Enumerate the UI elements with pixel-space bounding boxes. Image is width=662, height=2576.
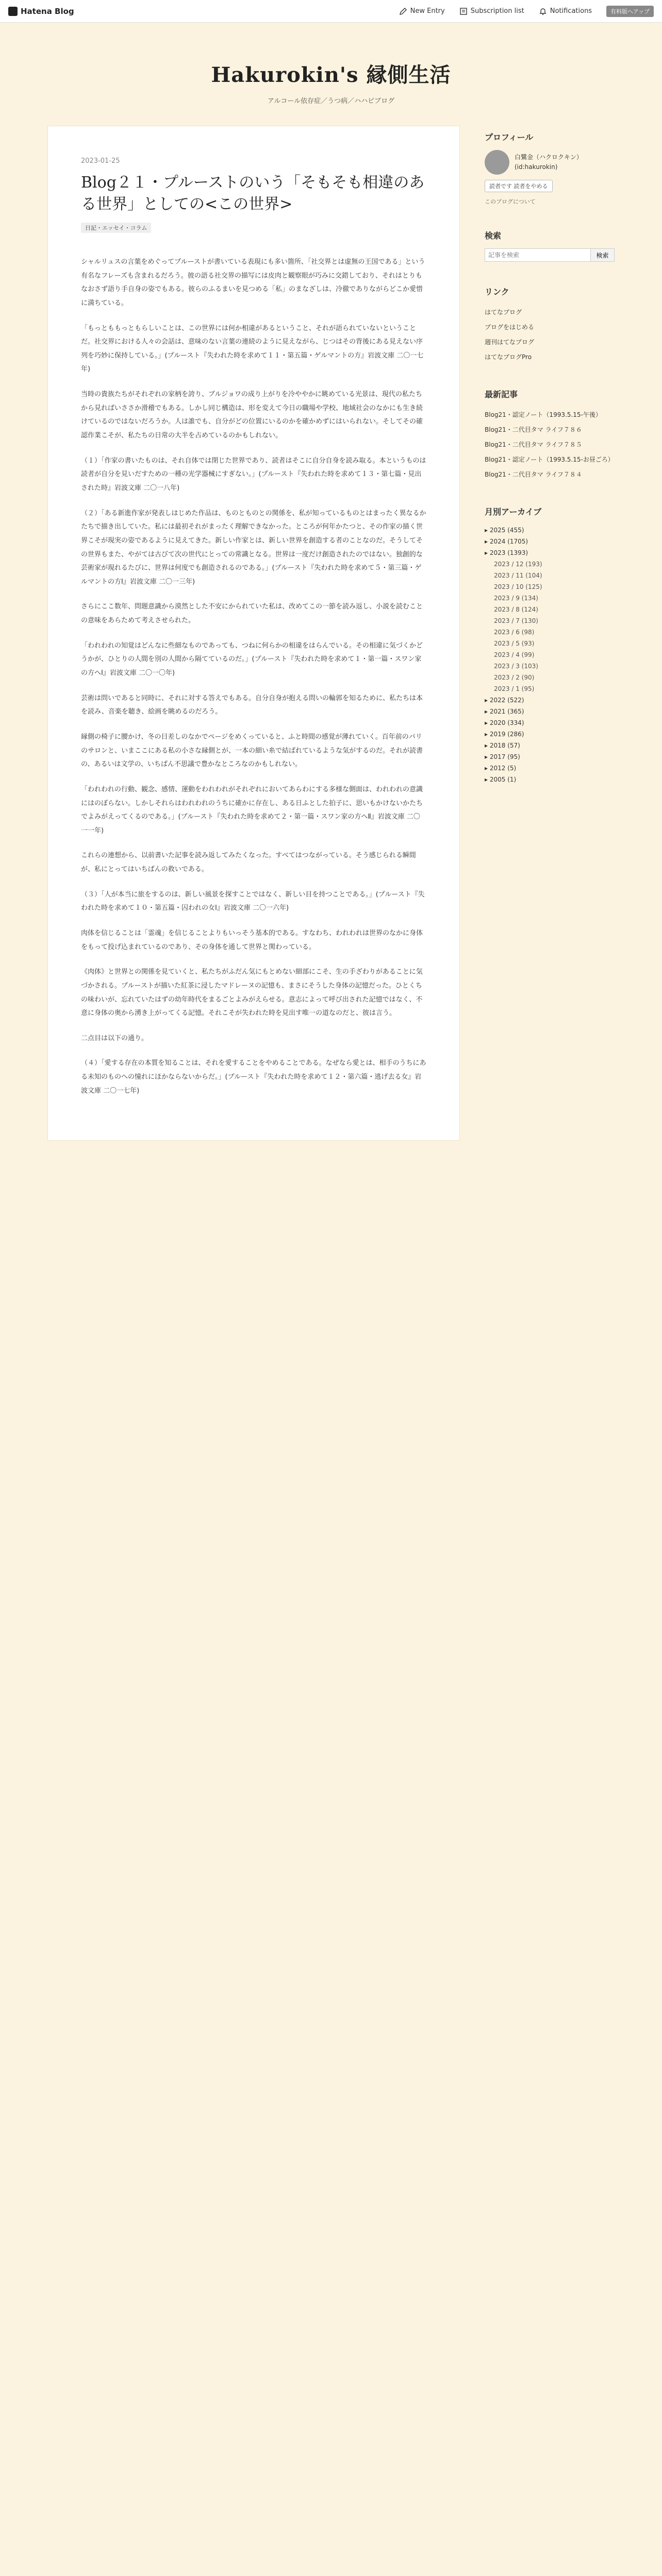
- archive-month-item[interactable]: 2023 / 5 (93): [494, 640, 535, 647]
- link-item[interactable]: はてなブログPro: [485, 353, 532, 361]
- body-paragraph: 縁側の椅子に腰かけ、冬の日差しのなかでページをめくっていると、ふと時間の感覚が薄れていく。百年前のパリのサロンと、いまここにある私の小さな縁側とが、一本の細い糸で結ばれているような気がするのだ。それが読書の、あるいは文学の、いちばん不思議で豊かなところなのかもしれない。: [81, 733, 423, 769]
- recent-entry-link[interactable]: Blog21・二代目タマ ライフ７８６: [485, 426, 582, 433]
- subscription-link[interactable]: [459, 7, 524, 15]
- search-input[interactable]: [485, 248, 591, 262]
- notifications-link[interactable]: [539, 7, 592, 15]
- body-paragraph: 二点目は以下の通り。: [81, 1034, 148, 1042]
- archive-year-item[interactable]: ▸ 2025 (455): [485, 527, 524, 534]
- link-item[interactable]: ブログをはじめる: [485, 324, 535, 331]
- bell-icon: [539, 7, 547, 15]
- archive-month-item[interactable]: 2023 / 11 (104): [494, 572, 542, 579]
- archive-month-item[interactable]: 2023 / 7 (130): [494, 617, 538, 624]
- entry-categories: [81, 223, 426, 233]
- subscribe-button[interactable]: 読者です 読者をやめる: [485, 180, 553, 192]
- new-entry-label: New Entry: [410, 7, 445, 15]
- sidebar: [485, 126, 615, 809]
- pencil-icon: [399, 7, 407, 15]
- recent-entries-module: [485, 388, 615, 482]
- blog-header: [0, 23, 662, 126]
- links-module: [485, 285, 615, 364]
- hatena-logo-icon: [8, 7, 18, 16]
- avatar[interactable]: [485, 150, 509, 175]
- category-tag[interactable]: 日記・エッセイ・コラム: [81, 223, 151, 233]
- body-paragraph: さらにここ数年、問題意識から漠然とした不安にかられていた私は、改めてこの一節を読み返し、小説を読むことの意味をあらためて考えさせられた。: [81, 603, 423, 625]
- archive-year-item[interactable]: ▸ 2020 (334): [485, 719, 524, 726]
- archive-month-item[interactable]: 2023 / 2 (90): [494, 674, 535, 681]
- entry-body: [81, 256, 426, 1098]
- body-paragraph: 当時の貴族たちがそれぞれの家柄を誇り、ブルジョワの成り上がりを冷ややかに眺めている光景は、現代の私たちから見ればいささか滑稽でもある。しかし同じ構造は、形を変えて今日の職場や学校、地域社会のなかにも生き続けているのではないだろうか。人は誰でも、自分がどの位置にいるのかを確かめずにはいられない。そしてその確認作業こそが、私たちの日常の大半を占めているのかもしれない。: [81, 391, 423, 440]
- body-quote: （１）「作家の書いたものは、それ自体では閉じた世界であり、読者はそこに自分自身を読み取る。本というものは読者が自分を見いだすための一種の光学器械にすぎない。」(プルースト『失われた時を求めて１３・第七篇・見出された時』岩波文庫 二〇一八年): [81, 456, 426, 492]
- recent-entry-link[interactable]: Blog21・二代目タマ ライフ７８４: [485, 471, 582, 478]
- archive-year-item[interactable]: ▸ 2023 (1393): [485, 549, 528, 556]
- link-item[interactable]: はてなブログ: [485, 309, 522, 316]
- archive-month-item[interactable]: 2023 / 9 (134): [494, 595, 538, 602]
- body-paragraph: 肉体を信じることは「霊魂」を信じることよりもいっそう基本的である。すなわち、われわれは世界のなかに身体をもって投げ込まれているのであり、その身体を通して世界と関わっている。: [81, 929, 423, 951]
- link-item[interactable]: 週刊はてなブログ: [485, 338, 535, 346]
- archive-year-item[interactable]: ▸ 2018 (57): [485, 742, 520, 749]
- archive-month-item[interactable]: 2023 / 10 (125): [494, 583, 542, 590]
- recent-heading: 最新記事: [485, 389, 518, 399]
- list-icon: [459, 7, 468, 15]
- search-module: [485, 229, 615, 262]
- global-header: [0, 0, 662, 23]
- body-quote: 「われわれの行動、観念、感情、運動をわれわれがそれぞれにおいてあらわにする多様な側面は、われわれの意識にはのぼらない。しかしそれらはわれわれのうちに確かに存在し、ある日ふとした拍子に、思いもかけないかたちでよみがえってくるのである。」(プルースト『失われた時を求めて２・第一篇・スワン家の方へⅡ』岩波文庫 二〇一一年): [81, 785, 423, 835]
- archive-year-item[interactable]: ▸ 2021 (365): [485, 708, 524, 715]
- entry-title[interactable]: Blog２１・プルーストのいう「そもそも相違のある世界」としての<この世界>: [81, 174, 425, 213]
- archive-heading: 月別アーカイブ: [485, 507, 542, 517]
- body-quote: 「もっとももっともらしいことは、この世界には何か相違があるということ、それが語られていないということだ。社交界における人々の会話は、意味のない言葉の連続のように見えながら、じつはその背後にある見えない序列を巧妙に保持している。」(プルースト『失われた時を求めて１１・第五篇・ゲルマントの方』岩波文庫 二〇一七年): [81, 324, 424, 374]
- profile-heading: プロフィール: [485, 132, 534, 142]
- archive-month-item[interactable]: 2023 / 1 (95): [494, 685, 535, 692]
- archive-list: [485, 524, 615, 785]
- archive-year-item[interactable]: ▸ 2005 (1): [485, 776, 517, 783]
- body-paragraph: シャルリュスの言葉をめぐってプルーストが書いている表現にも多い箇所、「社交界とは虚無の王国である」という有名なフレーズも含まれるだろう。彼の語る社交界の描写には皮肉と観察眼が巧みに交錯しており、それはとりもなおさず語り手自身の姿でもある。彼らのふるまいを見つめる「私」のまなざしは、冷徹でありながらどこか愛惜に満ちている。: [81, 258, 425, 307]
- recent-entry-link[interactable]: Blog21・認定ノート（1993.5.15-午後）: [485, 411, 602, 418]
- body-quote: 「われわれの知覚はどんなに些細なものであっても、つねに何らかの相違をはらんでいる。その相違に気づくかどうかが、ひとりの人間を別の人間から隔てているのだ。」(プルースト『失われた時を求めて１・第一篇・スワン家の方へⅠ』岩波文庫 二〇一〇年): [81, 641, 423, 677]
- blog-description: アルコール依存症／うつ病／ハハビブログ: [267, 97, 395, 105]
- entry-date[interactable]: 2023-01-25: [81, 157, 120, 165]
- body-quote: （４）「愛する存在の本質を知ることは、それを愛することをやめることである。なぜなら愛とは、相手のうちにある未知のものへの憧れにほかならないからだ。」(プルースト『失われた時を求めて１２・第六篇・逃げ去る女』岩波文庫 二〇一七年): [81, 1059, 426, 1095]
- recent-entry-link[interactable]: Blog21・二代目タマ ライフ７８５: [485, 441, 582, 448]
- archive-module: [485, 505, 615, 785]
- about-blog-link[interactable]: このブログについて: [485, 198, 536, 205]
- body-paragraph: 《肉体》と世界との関係を見ていくと、私たちがふだん気にもとめない細部にこそ、生の手ざわりがあることに気づかされる。プルーストが描いた紅茶に浸したマドレーヌの記憶も、まさにそうした身体の記憶だった。ひとくちの味わいが、忘れていたはずの幼年時代をまるごとよみがえらせる。意志によって呼び出された記憶ではなく、不意に身体の奥から湧き上がってくる記憶。それこそが失われた時を見出す唯一の道なのだと、彼は言う。: [81, 968, 423, 1018]
- archive-year-item[interactable]: ▸ 2017 (95): [485, 753, 520, 760]
- archive-year-item[interactable]: ▸ 2022 (522): [485, 697, 524, 704]
- archive-year-item[interactable]: ▸ 2012 (5): [485, 765, 517, 772]
- archive-month-item[interactable]: 2023 / 8 (124): [494, 606, 538, 613]
- search-button[interactable]: 検索: [591, 248, 615, 262]
- entry-article: [47, 126, 460, 1141]
- profile-name[interactable]: 白鷺金（ハクロクキン）: [515, 153, 583, 161]
- profile-module: [485, 131, 615, 206]
- archive-year-item[interactable]: ▸ 2019 (286): [485, 731, 524, 738]
- upgrade-badge[interactable]: 有料版へアップ: [606, 6, 654, 17]
- recent-entry-link[interactable]: Blog21・認定ノート（1993.5.15-お昼ごろ）: [485, 456, 614, 463]
- archive-month-item[interactable]: 2023 / 4 (99): [494, 651, 535, 658]
- search-heading: 検索: [485, 231, 502, 241]
- body-paragraph: これらの連想から、以前書いた記事を読み返してみたくなった。すべてはつながっている。そう感じられる瞬間が、私にとってはいちばんの救いである。: [81, 852, 416, 874]
- archive-month-item[interactable]: 2023 / 3 (103): [494, 663, 538, 670]
- subscription-label: Subscription list: [470, 7, 524, 15]
- blog-title[interactable]: Hakurokin's 縁側生活: [211, 63, 451, 87]
- links-heading: リンク: [485, 287, 509, 297]
- body-quote: （３）「人が本当に旅をするのは、新しい風景を探すことではなく、新しい目を持つことである。」(プルースト『失われた時を求めて１０・第五篇・囚われの女Ⅰ』岩波文庫 二〇一六年): [81, 890, 425, 912]
- new-entry-link[interactable]: [399, 7, 445, 15]
- archive-month-item[interactable]: 2023 / 6 (98): [494, 629, 535, 636]
- hatena-blog-logo[interactable]: [8, 7, 74, 16]
- profile-id[interactable]: (id:hakurokin): [515, 163, 558, 171]
- logo-text: Hatena Blog: [21, 6, 74, 16]
- body-quote: （２）「ある新進作家が発表しはじめた作品は、ものとものとの関係を、私が知っているものとはまったく異なるかたちで描き出していた。私には最初それがまったく理解できなかった。ところが何年かたつと、その作家の描く世界こそが現実の姿であるように見えてきた。新しい作家とは、新しい世界を創造する者のことなのだ。そうしてその世界もまた、やがては古びて次の世代にとっての常識となる。世界は一度だけ創造されたのではない。独創的な芸術家が現れるたびに、世界は何度でも創造されるのである。」(プルースト『失われた時を求めて５・第三篇・ゲルマントの方Ⅰ』岩波文庫 二〇一三年): [81, 509, 426, 586]
- archive-month-item[interactable]: 2023 / 12 (193): [494, 561, 542, 568]
- archive-year-item[interactable]: ▸ 2024 (1705): [485, 538, 528, 545]
- body-paragraph: 芸術は問いであると同時に、それに対する答えでもある。自分自身が抱える問いの輪郭を知るために、私たちは本を読み、音楽を聴き、絵画を眺めるのだろう。: [81, 694, 423, 716]
- notifications-label: Notifications: [550, 7, 592, 15]
